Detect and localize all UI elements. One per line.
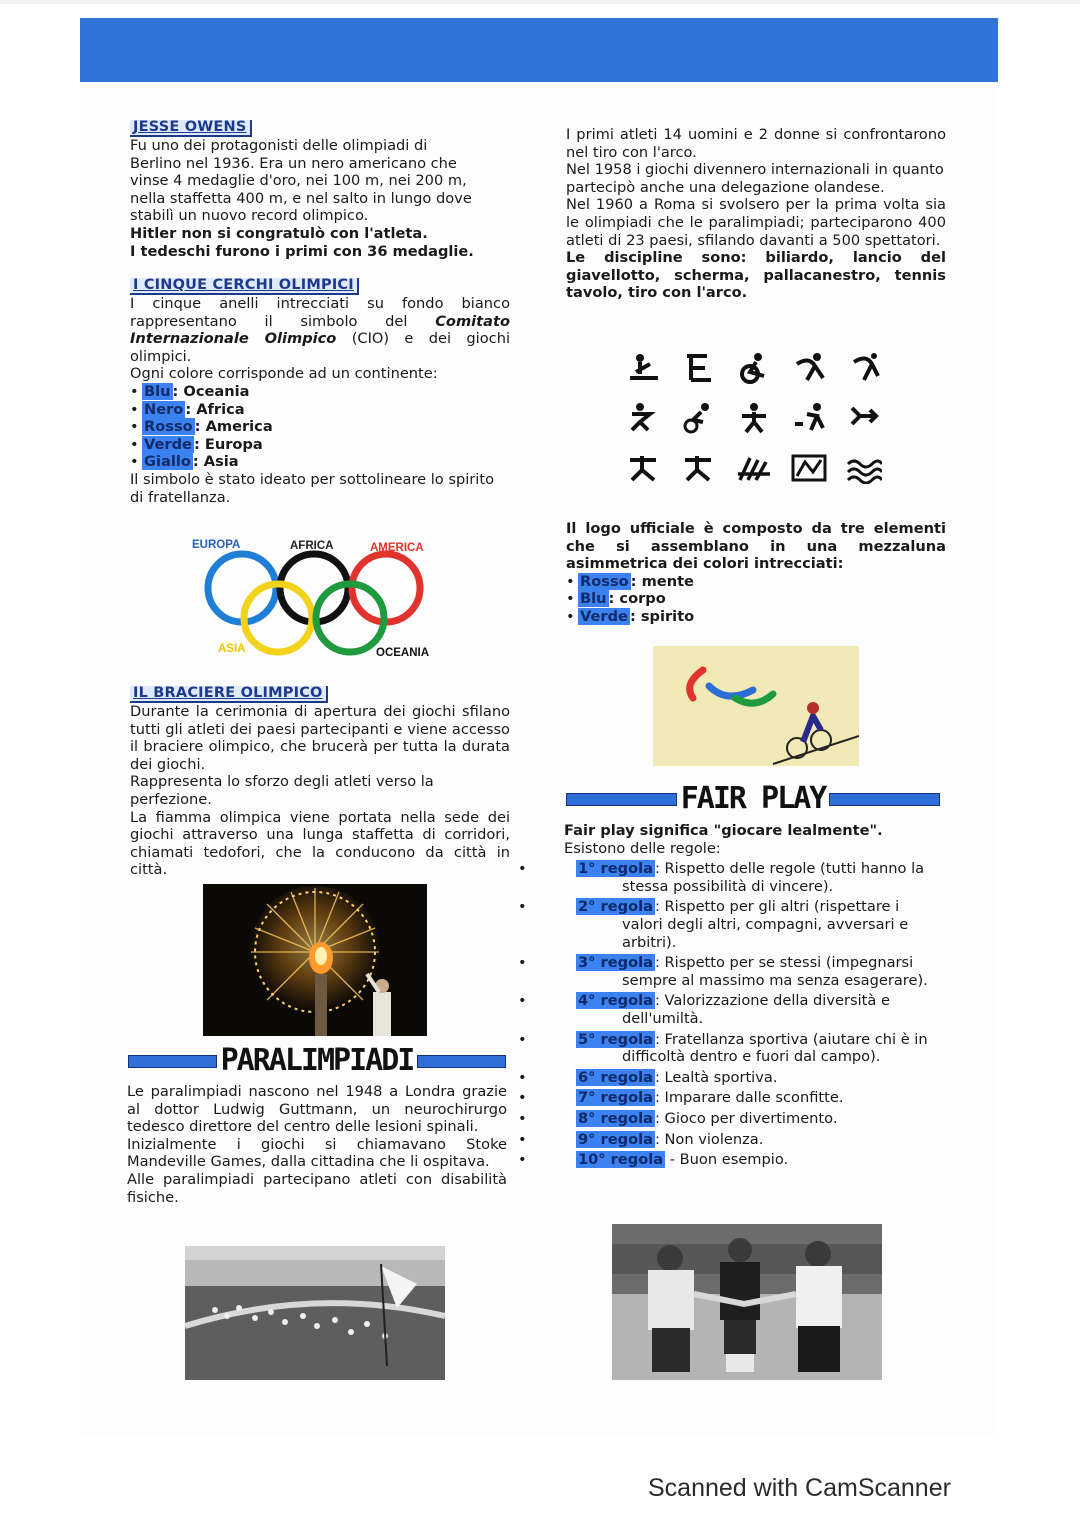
rule-text: : Fratellanza sportiva (aiutare chi è in difficoltà dentro e fuori dal campo). <box>622 1030 928 1066</box>
rings-intro-a: I cinque anelli intrecciati su fondo bianco rappresentano il simbolo del <box>130 295 510 330</box>
label-america: AMERICA <box>370 542 424 554</box>
fairplay-section <box>564 822 944 1169</box>
list-item <box>130 401 510 419</box>
weightlifting-icon <box>791 402 827 434</box>
brazier-section <box>130 684 510 879</box>
rule-key: 8° regola <box>578 1109 653 1127</box>
list-item <box>130 418 510 436</box>
wheelchair-basket-icon <box>791 352 827 384</box>
rule-key: 1° regola <box>578 860 653 878</box>
list-item <box>566 590 946 608</box>
list-item <box>130 436 510 454</box>
list-item <box>130 383 510 401</box>
cauldron-photo <box>203 884 427 1036</box>
rule-text: - Buon esempio. <box>665 1151 789 1169</box>
rule-key: 2° regola <box>578 898 653 916</box>
rule-item <box>564 1110 944 1128</box>
rule-item <box>564 954 944 989</box>
title-bar-left <box>128 1055 217 1068</box>
volleyball-icon <box>791 452 827 484</box>
rings-heading: I CINQUE CERCHI OLIMPICI <box>130 278 359 295</box>
jesse-owens-section <box>130 118 510 260</box>
parade-photo-image <box>185 1246 445 1380</box>
top-edge <box>0 0 1080 4</box>
rings-color-list <box>130 383 510 471</box>
color-name: Rosso <box>144 418 193 436</box>
header-band <box>80 18 998 82</box>
jesse-line: Hitler non si congratulò con l'atleta. <box>130 224 428 242</box>
color-name: Verde <box>144 435 192 453</box>
wheelchair-race-icon <box>736 352 772 384</box>
logo-color: Blu <box>580 590 607 608</box>
paralympic-logo-photo <box>653 646 859 766</box>
jesse-line: Berlino nel 1936. Era un nero americano che <box>130 154 457 172</box>
continent: : Oceania <box>172 382 250 400</box>
rings-intro-cio: Comitato Internazionale Olimpico <box>130 312 510 348</box>
rule-item <box>564 1069 944 1087</box>
title-bar-left <box>566 793 677 806</box>
paralimpiadi-p2: Inizialmente i giochi si chiamavano Stoke Mandeville Games, dalla cittadina che li ospitava. <box>127 1135 507 1171</box>
continent: : America <box>194 418 273 436</box>
cycling-icon <box>681 402 717 434</box>
pictogram-row <box>626 352 882 384</box>
javelin-icon <box>681 352 717 384</box>
color-name: Blu <box>144 382 171 400</box>
right-p1: I primi atleti 14 uomini e 2 donne si confrontarono nel tiro con l'arco. <box>566 126 946 161</box>
label-europa: EUROPA <box>192 539 241 551</box>
rule-item <box>564 1131 944 1149</box>
list-item <box>566 608 946 626</box>
billiards-icon <box>626 352 662 384</box>
logo-meaning: : corpo <box>608 590 666 608</box>
jesse-line: I tedeschi furono i primi con 36 medaglie. <box>130 242 474 260</box>
paralimpiadi-p3: Alle paralimpiadi partecipano atleti con disabilità fisiche. <box>127 1170 507 1206</box>
logo-color: Rosso <box>580 572 629 590</box>
rule-item <box>564 1151 944 1169</box>
pictogram-row <box>626 452 882 484</box>
label-oceania: OCEANIA <box>376 647 430 659</box>
brazier-p3: La fiamma olimpica viene portata nella sede dei giochi attraverso una lunga staffetta di corridori, chiamati tedofori, che la conducono da città in città. <box>130 808 510 879</box>
rule-text: : Non violenza. <box>654 1130 764 1148</box>
rule-key: 3° regola <box>578 954 653 972</box>
rule-text: : Rispetto per gli altri (rispettare i valori degli altri, compagni, avversari e arbitri). <box>622 898 909 951</box>
handshake-photo-image <box>612 1224 882 1380</box>
right-p4: Le discipline sono: biliardo, lancio del giavellotto, scherma, pallacanestro, tennis tavolo, tiro con l'arco. <box>566 249 946 302</box>
rule-item <box>564 860 944 895</box>
fairplay-intro2: Esistono delle regole: <box>564 839 721 857</box>
judo-icon <box>626 452 662 484</box>
fairplay-title-bar <box>566 781 940 816</box>
rule-item <box>564 992 944 1027</box>
rule-key: 7° regola <box>578 1089 653 1107</box>
rule-text: : Imparare dalle sconfitte. <box>654 1089 844 1107</box>
jesse-line: Fu uno dei protagonisti delle olimpiadi di <box>130 137 428 154</box>
fairplay-intro1: Fair play significa "giocare lealmente". <box>564 822 883 839</box>
rowing-icon <box>736 452 772 484</box>
jesse-line: stabilì un nuovo record olimpico. <box>130 207 369 225</box>
paralimpiadi-title-bar <box>128 1043 506 1078</box>
fencing-icon <box>736 402 772 434</box>
right-p2: Nel 1958 i giochi divennero internazionali in quanto partecipò anche una delegazione olandese. <box>566 161 944 196</box>
continent: : Asia <box>192 453 239 471</box>
rule-text: : Lealtà sportiva. <box>654 1068 778 1086</box>
right-p3: Nel 1960 a Roma si svolsero per la prima volta sia le olimpiadi che le paralimpiadi; parteciparono 400 atleti di 23 paesi, sfilando davanti a 500 spettatori. <box>566 196 946 249</box>
brazier-heading: IL BRACIERE OLIMPICO <box>130 686 328 703</box>
label-africa: AFRICA <box>290 540 334 552</box>
logo-section <box>566 520 946 626</box>
paralimpiadi-section <box>127 1083 507 1206</box>
rule-key: 6° regola <box>578 1068 653 1086</box>
rule-key: 4° regola <box>578 992 653 1010</box>
logo-intro: Il logo ufficiale è composto da tre elementi che si assemblano in una mezzaluna asimmetrica dei colori intrecciati: <box>566 520 946 573</box>
rule-text: : Rispetto delle regole (tutti hanno la stessa possibilità di vincere). <box>622 860 925 895</box>
brazier-p1: Durante la cerimonia di apertura dei giochi sfilano tutti gli atleti dei paesi partecipanti e viene accesso il braciere olimpico, che brucerà per tutta la durata dei giochi. <box>130 703 510 773</box>
camscanner-watermark: Scanned with CamScanner <box>648 1474 951 1502</box>
cauldron-photo-image <box>203 884 427 1036</box>
parade-photo <box>185 1246 445 1380</box>
pictogram-row <box>626 402 882 434</box>
rings-section <box>130 276 510 506</box>
logo-color: Verde <box>580 607 628 625</box>
color-name: Giallo <box>144 453 191 471</box>
color-name: Nero <box>144 400 184 418</box>
logo-meaning: : spirito <box>629 607 695 625</box>
rule-key: 10° regola <box>578 1151 664 1169</box>
continent: : Africa <box>185 400 245 418</box>
swimming-icon <box>846 452 882 484</box>
rings-intro-c: (CIO) e dei giochi olimpici. <box>130 330 510 365</box>
logo-list <box>566 573 946 626</box>
rule-text: : Valorizzazione della diversità e dell'umiltà. <box>622 992 890 1027</box>
list-item <box>566 573 946 591</box>
rule-text: : Gioco per divertimento. <box>654 1109 838 1127</box>
rule-key: 9° regola <box>578 1130 653 1148</box>
rule-item <box>564 1031 944 1066</box>
paralimpiadi-title: PARALIMPIADI <box>220 1043 414 1078</box>
fairplay-rules <box>564 860 944 1169</box>
rule-item <box>564 1089 944 1107</box>
rings-intro <box>130 295 510 365</box>
rings-closing: Il simbolo è stato ideato per sottolineare lo spirito di fratellanza. <box>130 470 495 506</box>
brazier-p2: Rappresenta lo sforzo degli atleti verso la perfezione. <box>130 773 434 808</box>
archery-icon <box>846 402 882 434</box>
wheelchair-tennis-icon <box>846 352 882 384</box>
label-asia: ASIA <box>218 643 246 655</box>
olympic-rings-diagram <box>186 534 446 664</box>
paralimpiadi-p1: Le paralimpiadi nascono nel 1948 a Londra grazie al dottor Ludwig Guttmann, un neurochirurgo tedesco direttore del centro delle lesioni spinali. <box>127 1083 507 1136</box>
rule-key: 5° regola <box>578 1030 653 1048</box>
logo-meaning: : mente <box>630 572 694 590</box>
fairplay-title: FAIR PLAY <box>680 781 826 816</box>
list-item <box>130 453 510 471</box>
title-bar-right <box>829 793 940 806</box>
handshake-photo <box>612 1224 882 1380</box>
right-top-section <box>566 126 946 302</box>
jesse-line: vinse 4 medaglie d'oro, nei 100 m, nei 200 m, <box>130 172 467 190</box>
athletics-icon <box>626 402 662 434</box>
jesse-owens-heading: JESSE OWENS <box>130 120 252 137</box>
sport-pictograms <box>626 352 882 502</box>
rings-color-intro: Ogni colore corrisponde ad un continente: <box>130 365 438 383</box>
shooting-icon <box>681 452 717 484</box>
jesse-line: nella staffetta 400 m, e nel salto in lungo dove <box>130 189 472 207</box>
rule-item <box>564 898 944 951</box>
paralympic-logo-image <box>653 646 859 766</box>
title-bar-right <box>417 1055 506 1068</box>
continent: : Europa <box>193 435 263 453</box>
rule-text: : Rispetto per se stessi (impegnarsi sempre al massimo ma senza esagerare). <box>622 954 928 989</box>
